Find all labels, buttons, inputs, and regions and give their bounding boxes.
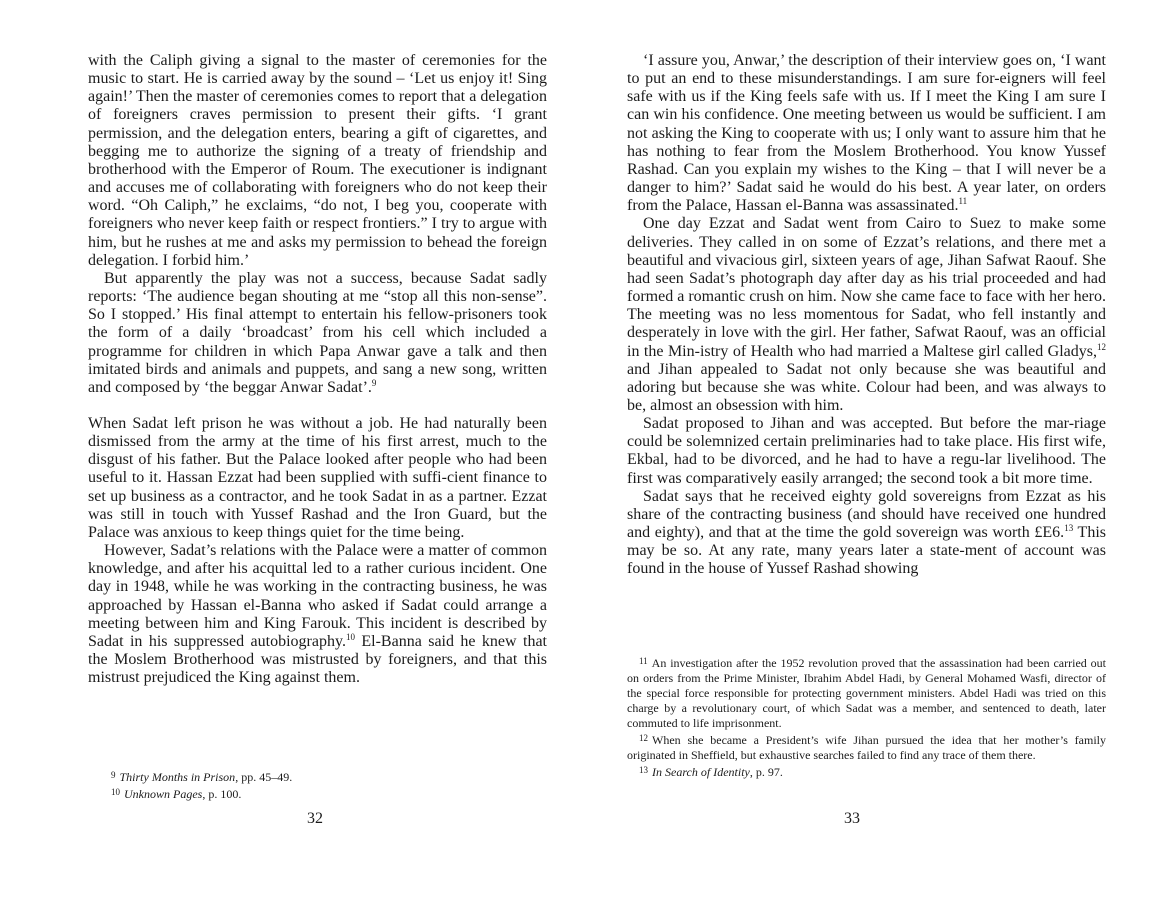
right-footnotes — [627, 654, 1106, 780]
paragraph: with the Caliph giving a signal to the master of ceremonies for the music to start. He is carried away by the sound – ‘Let us enjoy it! Sing again!’ Then the master of ceremonies comes to report that a delegation of foreigners craves permission to present their gifts. ‘I grant permission, and the delegation enters, bearing a gift of cigarettes, and begging me to authorize the signing of a treaty of friendship and brotherhood with the Emperor of Roum. The executioner is indignant and accuses me of collaborating with foreigners who do not keep their word. “Oh Caliph,” he exclaims, “do not, I beg you, cooperate with foreigners who never keep faith or respect frontiers.” I try to argue with him, but he rushes at me and asks my permission to behead the foreign delegation. I forbid him.’ — [88, 52, 547, 269]
footnote: $^{12}$ When she became a President’s wife Jihan pursued the idea that her mother’s family originated in Sheffield, but exhaustive searches failed to find any trace of them there. — [627, 733, 1106, 762]
right-body-text — [627, 52, 1106, 579]
footnote-ref: 11 — [958, 196, 968, 207]
paragraph: One day Ezzat and Sadat went from Cairo to Suez to make some deliveries. They called in on some of Ezzat’s relations, and there met a beautiful and vivacious girl, sixteen years of age, Jihan Safwat Raouf. She had seen Sadat’s photograph day after day as his trial proceeded and had formed a romantic crush on him. Now she came face to face with her hero. The meeting was no less momentous for Sadat, who fell instantly and desperately in love with the girl. Her father, Safwat Raouf, was an official in the Min-istry of Health who had married a Maltese girl called Gladys,$^{12}$ and Jihan appealed to Sadat not only because she was beautiful and adoring but because she was white. Colour had been, and was always to be, almost an obsession with him. — [627, 215, 1106, 414]
footnote: $^{10}$ Unknown Pages, p. 100. — [111, 787, 242, 801]
paragraph: Sadat says that he received eighty gold sovereigns from Ezzat as his share of the contracting business (and should have received one hundred and eighty), and that at the time the gold sovereign was worth £E6.13 This may be so. At any rate, many years later a state-ment of account was found in the house of Yussef Rashad showing — [627, 487, 1107, 578]
paragraph: But apparently the play was not a success, because Sadat sadly reports: ‘The audience began shouting at me “stop all this non-sense”. So I stopped.’ His final attempt to entertain his fellow-prisoners took the form of a daily ‘broadcast’ from his cell which included a programme for children in which Papa Anwar gave a talk and then imitated birds and animals and puppets, and sang a new song, written and composed by ‘the beggar Anwar Sadat’.$^9$ — [88, 269, 547, 396]
paragraph: ‘I assure you, Anwar,’ the description of their interview goes on, ‘I want to put an end to these misunderstandings. I am sure for-eigners will feel safe with us if the King feels safe with us. If I meet the King I am sure I can win his confidence. One meeting between us would be sufficient. I am not asking the King to cooperate with us; I only want to assure him that he has nothing to fear from the Moslem Brotherhood. You know Yussef Rashad. Can you explain my wishes to the King – that I will never be a danger to him?’ Sadat said he would do his best. A year later, on orders from the Palace, Hassan el-Banna was assassinated.$^{11}$ — [627, 52, 1106, 215]
footnote-ref: 13 — [1064, 523, 1074, 534]
footnote-ref: 12 — [1097, 341, 1106, 352]
page-number: 33 — [844, 810, 860, 827]
footnote-ref: 9 — [371, 377, 377, 388]
left-footnotes — [99, 768, 539, 802]
paragraph: Sadat proposed to Jihan and was accepted. But before the mar-riage could be solemnized certain preliminaries had to take place. His first wife, Ekbal, had to be divorced, and he had to have a regu-lar livelihood. The first was comparatively easily arranged; the second took a bit more time. — [627, 415, 1106, 487]
footnote: $^9$ Thirty Months in Prison, pp. 45–49. — [111, 770, 293, 784]
footnote: $^{11}$ An investigation after the 1952 revolution proved that the assassination had been carried out on orders from the Prime Minister, Ibrahim Abdel Hadi, by General Mohamed Wasfi, director of the special force responsible for protecting government ministers. Abdel Hadi was tried on this charge by a revolutionary court, of which Sadat was a member, and sentenced to death, later commuted to life imprisonment. — [627, 656, 1106, 730]
left-body-text — [88, 52, 547, 687]
footnote-ref: 10 — [345, 631, 355, 642]
paragraph: When Sadat left prison he was without a job. He had naturally been dismissed from the army at the time of his first arrest, much to the disgust of his father. But the Palace looked after people who had been useful to it. Hassan Ezzat had been supplied with suffi-cient finance to set up business as a contractor, and he took Sadat in as a partner. Ezzat was still in touch with Yussef Rashad and the Iron Guard, but the Palace was anxious to keep things quiet for the time being. — [88, 414, 547, 541]
paragraph: However, Sadat’s relations with the Palace were a matter of common knowledge, and after his acquittal led to a rather curious incident. One day in 1948, while he was working in the contracting business, he was approached by Hassan el-Banna who asked if Sadat could arrange a meeting between him and King Farouk. This incident is described by Sadat in his suppressed autobiography.$^{10}$ El-Banna said he knew that the Moslem Brotherhood was mistrusted by foreigners, and that this mistrust prejudiced the King against them. — [88, 542, 548, 687]
page-number: 32 — [307, 810, 323, 827]
footnote: $^{13}$ In Search of Identity, p. 97. — [639, 765, 783, 779]
right-page — [575, 0, 1150, 908]
